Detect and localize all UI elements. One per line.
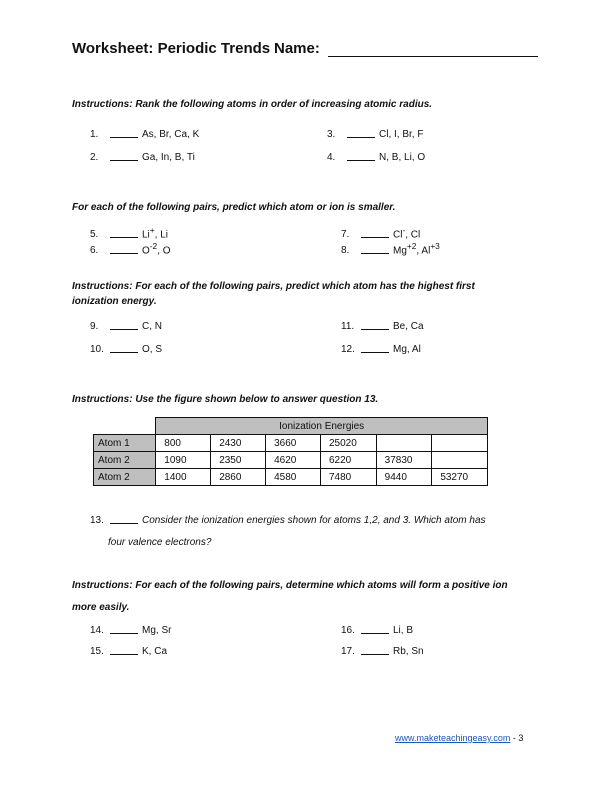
question-number: 2. xyxy=(90,152,99,163)
answer-blank xyxy=(110,151,138,161)
table-cell: 1090 xyxy=(156,452,211,469)
question-text: Cl, I, Br, F xyxy=(379,129,424,140)
question-text: Rb, Sn xyxy=(393,646,424,657)
row-label: Atom 2 xyxy=(94,469,156,486)
website-link[interactable]: www.maketeachingeasy.com xyxy=(395,733,511,743)
answer-blank xyxy=(361,343,389,353)
page-footer xyxy=(395,733,523,743)
question-1 xyxy=(90,128,199,140)
answer-blank xyxy=(361,320,389,330)
question-16 xyxy=(341,624,413,636)
table-cell: 4620 xyxy=(266,452,321,469)
ion-charge: +2 xyxy=(406,241,417,251)
question-15 xyxy=(90,645,167,657)
question-number: 11. xyxy=(341,321,355,332)
question-number: 13. xyxy=(90,515,104,526)
table-cell: 1400 xyxy=(156,469,211,486)
answer-blank xyxy=(361,645,389,655)
question-number: 12. xyxy=(341,344,355,355)
name-blank-line xyxy=(328,42,538,57)
question-number: 4. xyxy=(327,152,336,163)
table-cell: 9440 xyxy=(376,469,432,486)
question-number: 15. xyxy=(90,646,104,657)
ion-charge: + xyxy=(149,225,155,235)
ion-symbol: Cl xyxy=(393,229,403,241)
question-13-line2 xyxy=(108,537,211,548)
question-13 xyxy=(90,514,486,526)
answer-blank xyxy=(347,151,375,161)
answer-blank xyxy=(361,624,389,634)
question-3 xyxy=(327,128,423,140)
question-17 xyxy=(341,645,424,657)
question-number: 16. xyxy=(341,625,355,636)
question-number: 10. xyxy=(90,344,104,355)
answer-blank xyxy=(110,244,138,254)
ion-symbol: Mg xyxy=(393,245,407,257)
question-10 xyxy=(90,343,162,355)
answer-blank xyxy=(110,645,138,655)
question-7 xyxy=(341,225,420,240)
question-number: 3. xyxy=(327,129,336,140)
answer-blank xyxy=(110,343,138,353)
worksheet-title: Worksheet: Periodic Trends xyxy=(72,40,271,57)
table-header: Ionization Energies xyxy=(156,418,488,435)
ion-rest: , Cl xyxy=(405,229,421,241)
page-number: - 3 xyxy=(510,733,524,743)
name-label: Name: xyxy=(274,40,320,57)
table-cell xyxy=(376,435,432,452)
question-6 xyxy=(90,241,171,256)
table-row xyxy=(94,469,488,486)
ion-rest: , Li xyxy=(154,229,169,241)
question-text: Mg, Sr xyxy=(142,625,172,636)
table-cell: 3660 xyxy=(266,435,321,452)
row-label: Atom 1 xyxy=(94,435,156,452)
ion-symbol: O xyxy=(142,245,150,257)
section5-instructions-line1: Instructions: For each of the following pairs, determine which atoms will form a positive ion xyxy=(72,580,508,591)
question-number: 9. xyxy=(90,321,99,332)
table-header-row xyxy=(94,418,488,435)
ion-charge: - xyxy=(402,225,406,235)
table-row xyxy=(94,435,488,452)
table-corner xyxy=(94,418,156,435)
question-text: Li, B xyxy=(393,625,414,636)
ion-rest: , Al xyxy=(416,245,431,257)
question-number: 17. xyxy=(341,646,355,657)
question-8 xyxy=(341,241,440,256)
question-text: Ga, In, B, Ti xyxy=(142,152,195,163)
question-number: 6. xyxy=(90,245,99,257)
question-number: 14. xyxy=(90,625,104,636)
question-number: 1. xyxy=(90,129,99,140)
answer-blank xyxy=(361,228,389,238)
table-cell: 7480 xyxy=(321,469,377,486)
table-cell: 2860 xyxy=(211,469,266,486)
answer-blank xyxy=(347,128,375,138)
question-4 xyxy=(327,151,425,163)
question-number: 5. xyxy=(90,229,99,241)
ion-charge-2: +3 xyxy=(430,241,440,251)
answer-blank xyxy=(110,320,138,330)
question-14 xyxy=(90,624,171,636)
question-9 xyxy=(90,320,162,332)
question-text: Be, Ca xyxy=(393,321,424,332)
section3-instructions-line1: Instructions: For each of the following pairs, predict which atom has the highest first xyxy=(72,281,475,292)
table-cell: 2430 xyxy=(211,435,266,452)
answer-blank xyxy=(110,128,138,138)
question-text: O, S xyxy=(142,344,163,355)
table-cell: 2350 xyxy=(211,452,266,469)
section5-instructions-line2: more easily. xyxy=(72,602,130,613)
question-12 xyxy=(341,343,421,355)
section3-instructions-line2: ionization energy. xyxy=(72,296,157,307)
table-cell xyxy=(432,435,488,452)
answer-blank xyxy=(110,514,138,524)
ionization-energies-table xyxy=(93,417,488,486)
question-text: K, Ca xyxy=(142,646,168,657)
question-text: Mg, Al xyxy=(393,344,421,355)
section2-instructions: For each of the following pairs, predict which atom or ion is smaller. xyxy=(72,202,396,213)
row-label: Atom 2 xyxy=(94,452,156,469)
question-5 xyxy=(90,225,168,240)
question-11 xyxy=(341,320,424,332)
table-cell: 25020 xyxy=(321,435,377,452)
answer-blank xyxy=(110,228,138,238)
section4-instructions: Instructions: Use the figure shown below to answer question 13. xyxy=(72,394,379,405)
table-cell: 53270 xyxy=(432,469,488,486)
table-row xyxy=(94,452,488,469)
table-cell xyxy=(432,452,488,469)
question-text: Consider the ionization energies shown for atoms 1,2, and 3. Which atom has xyxy=(142,515,486,526)
question-text: As, Br, Ca, K xyxy=(142,129,200,140)
question-number: 8. xyxy=(341,245,350,257)
table-cell: 800 xyxy=(156,435,211,452)
ion-symbol: Li xyxy=(142,229,150,241)
question-2 xyxy=(90,151,195,163)
question-text: C, N xyxy=(142,321,162,332)
answer-blank xyxy=(361,244,389,254)
question-text: N, B, Li, O xyxy=(379,152,426,163)
question-number: 7. xyxy=(341,229,350,241)
ion-rest: , O xyxy=(157,245,171,257)
section1-instructions: Instructions: Rank the following atoms in order of increasing atomic radius. xyxy=(72,99,433,110)
ion-charge: -2 xyxy=(149,241,158,251)
table-cell: 6220 xyxy=(321,452,377,469)
table-cell: 37830 xyxy=(376,452,432,469)
question-text-continued: four valence electrons? xyxy=(108,537,212,548)
table-cell: 4580 xyxy=(266,469,321,486)
answer-blank xyxy=(110,624,138,634)
